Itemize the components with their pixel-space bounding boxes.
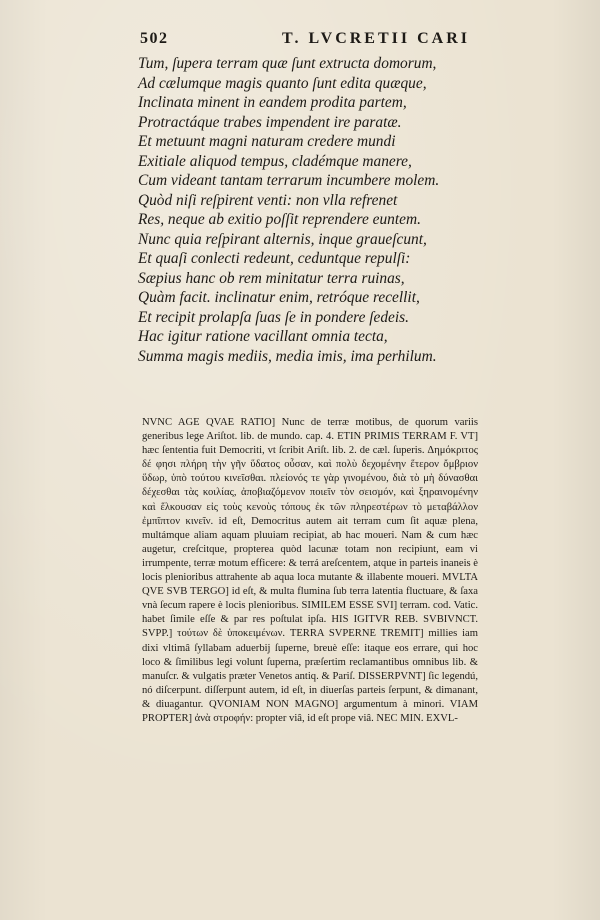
verse-line: Tum, ſupera terram quæ ſunt extructa domorum, [138,55,437,72]
verse-line: Et recipit prolapſa ſuas ſe in pondere ſedeis. [138,308,410,326]
page-header [140,30,470,50]
verse-line: Quòd niſi reſpirent venti: non vlla refrenet [138,191,398,209]
verse-line: Ad cælumque magis quanto ſunt edita quæque, [138,74,427,92]
verse-line: Nunc quia reſpirant alternis, inque graueſcunt, [138,230,427,248]
verse-line: Summa magis mediis, media imis, ima perhilum. [138,347,437,365]
verse-block [138,54,478,366]
verse-line: Et metuunt magni naturam credere mundi [138,133,396,150]
verse-line: Quàm facit. inclinatur enim, retróque recellit, [138,289,420,306]
verse-line: Cum videant tantam terrarum incumbere molem. [138,172,440,189]
page-number: 502 [140,30,169,47]
verse-line: Hac igitur ratione vacillant omnia tecta, [138,328,388,345]
verse-line: Et quaſi conlecti redeunt, ceduntque repulſi: [138,250,411,267]
verse-line: Res, neque ab exitio poſſit reprendere euntem. [138,211,421,228]
verse-line: Sæpius hanc ob rem minitatur terra ruinas, [138,269,405,287]
commentary-block [142,416,478,726]
verse-line: Inclinata minent in eandem prodita partem, [138,94,407,111]
commentary-paragraph: NVNC AGE QVAE RATIO] Nunc de terræ motibus, de quorum variis generibus lege Ariſtot. lib. de mundo. cap. 4. ETIN PRIMIS TERRAM F. VT] hæc ſententia fuit Democriti, vt ſcribit Ariſt. lib. 2. de cæl. ſuperis. Δημόκριτος δέ φησι πλήρη τὴν γῆν ὕδατος οὖσαν, καὶ πολὺ δεχομένην ἕτερον ὄμβριον ὕδωρ, ὑπὸ τούτου κινεῖσθαι. πλείονός τε γὰρ γινομένου, διὰ τὸ μὴ δύνασθαι δέχεσθαι τὰς κοιλίας, ἀποβιαζόμενον ποιεῖν τὸν σεισμόν, καὶ ξηραινομένην καὶ ἕλκουσαν εἰς τοὺς κενοὺς τόπους ἐκ τῶν πληρεστέρων τὸ μεταβάλλον ἐμπῖπτον κινεῖν. id eſt, Democritus autem ait terram cum ſit aquæ plena, multámque aliam aquam pluuiam recipiat, ab hac moueri. Nam & cum hæc augetur, creſcitque, propterea quòd lacunæ totam non recipiunt, eam vi irrumpente, terræ motum efficere: & terrá areſcentem, atque in parteis inaneis è locis plenioribus attrahente ab aqua loca mutante & illabente moueri. MVLTA QVE SVB TERGO] id eſt, & multa flumina ſub terra latentia fluctuare, & ſaxa vnà ſecum rapere è locis plenioribus. SIMILEM ESSE SVI] terram. cod. Vatic. habet ſimile eſſe & par res poſtulat ipſa. HIS IGITVR REB. SVBIVNCT. SVPP.] τούτων δὲ ὑποκειμένων. TERRA SVPERNE TREMIT] millies iam dixi vltimâ ſyllabam aduerbij ſuperne, breuè eſſe: itaque eos errare, qui hoc loco & ſimilibus legi volunt ſuperna, præſertim reclamantibus omnibus lib. & manuſcr. & vulgatis præter Venetos antiq. & Pariſ. DISSERPVNT] ſic legendú, nó diſcerpunt. diſſerpunt autem, id eſt, in diuerſas parteis ſerpunt, & dimanant, & diuagantur. QVONIAM NON MAGNO] argumentum à minori. VIAM PROPTER] ἀνὰ στροφήν: propter viâ, id eſt prope viâ. NEC MIN. EXVL- [142,417,479,724]
verse-line: Exitiale aliquod tempus, cladémque manere, [138,152,412,170]
running-title: T. LVCRETII CARI [281,30,470,47]
verse-line: Protractáque trabes impendent ire paratæ. [138,113,402,131]
